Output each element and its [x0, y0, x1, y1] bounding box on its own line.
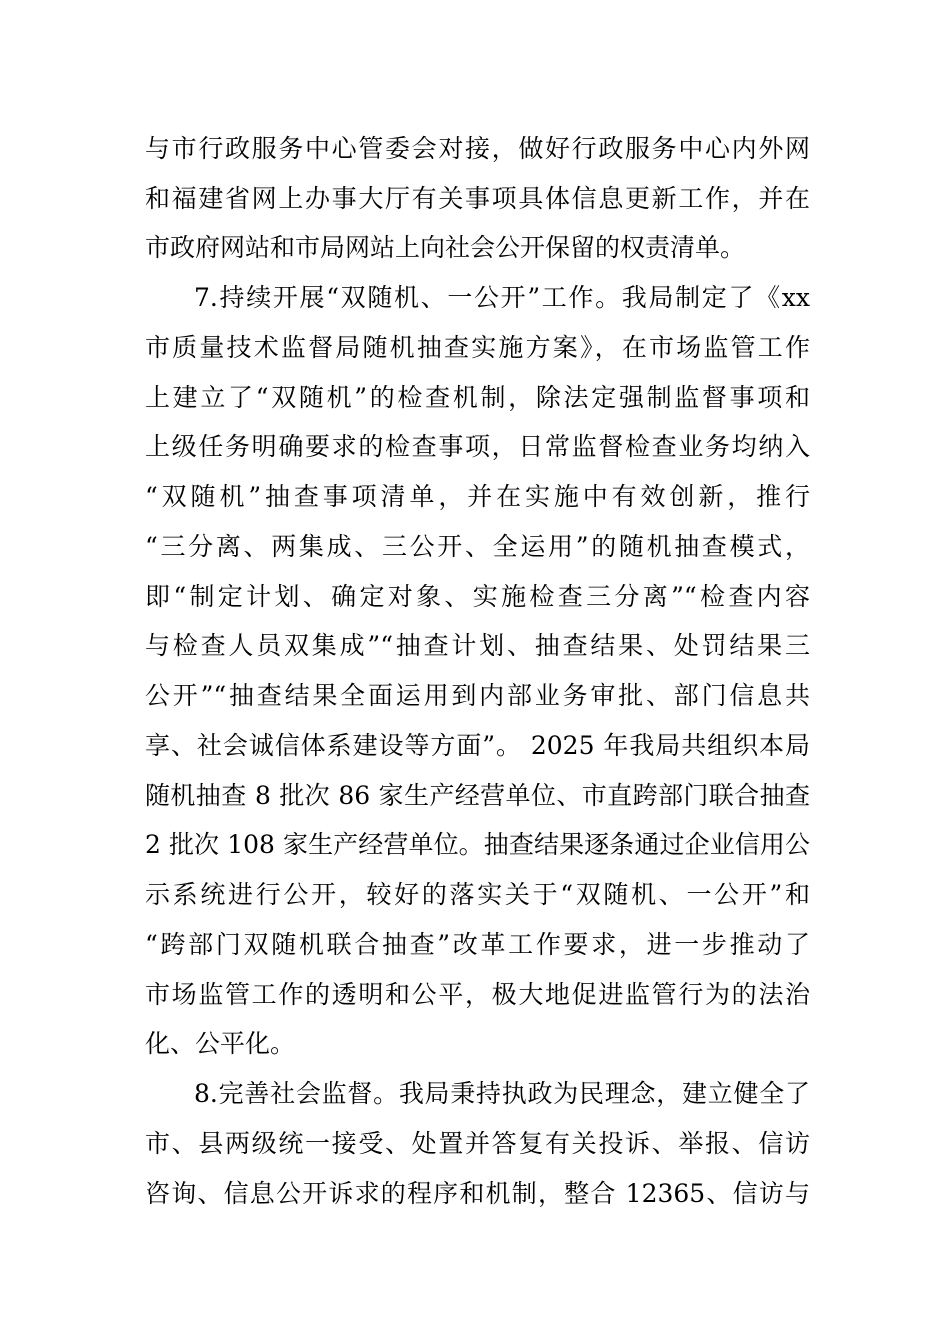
- text-line: 上级任务明确要求的检查事项，日常监督检查业务均纳入: [145, 432, 810, 461]
- text-line: 咨询、信息公开诉求的程序和机制，整合 12365、信访与: [145, 1179, 810, 1208]
- text-line: 公开”“抽查结果全面运用到内部业务审批、部门信息共: [145, 681, 810, 710]
- text-line: 示系统进行公开，较好的落实关于“双随机、一公开”和: [145, 880, 810, 909]
- paragraph-heading-line: 8.完善社会监督。我局秉持执政为民理念，建立健全了: [194, 1079, 810, 1108]
- text-line: 2 批次 108 家生产经营单位。抽查结果逐条通过企业信用公: [145, 830, 810, 859]
- text-line: 市场监管工作的透明和公平，极大地促进监管行为的法治: [145, 980, 810, 1009]
- text-line: 与市行政服务中心管委会对接，做好行政服务中心内外网: [145, 134, 810, 163]
- text-line: 与检查人员双集成”“抽查计划、抽查结果、处罚结果三: [145, 631, 810, 660]
- text-line: “跨部门双随机联合抽查”改革工作要求，进一步推动了: [145, 930, 810, 959]
- text-line: 市政府网站和市局网站上向社会公开保留的权责清单。: [145, 233, 746, 262]
- text-line: 化、公平化。: [145, 1029, 296, 1058]
- text-line: “双随机”抽查事项清单，并在实施中有效创新，推行: [145, 482, 810, 511]
- text-line: 市质量技术监督局随机抽查实施方案》，在市场监管工作: [145, 333, 810, 362]
- paragraph-heading-line: 7.持续开展“双随机、一公开”工作。我局制定了《xx: [194, 283, 810, 312]
- text-line: 享、社会诚信体系建设等方面”。 2025 年我局共组织本局: [145, 731, 810, 760]
- text-line: 上建立了“双随机”的检查机制，除法定强制监督事项和: [145, 383, 810, 412]
- text-line: 市、县两级统一接受、处置并答复有关投诉、举报、信访: [145, 1129, 810, 1158]
- text-line: “三分离、两集成、三公开、全运用”的随机抽查模式，: [145, 532, 810, 561]
- text-line: 即“制定计划、确定对象、实施检查三分离”“检查内容: [145, 582, 810, 611]
- text-line: 和福建省网上办事大厅有关事项具体信息更新工作，并在: [145, 184, 810, 213]
- text-line: 随机抽查 8 批次 86 家生产经营单位、市直跨部门联合抽查: [145, 781, 810, 810]
